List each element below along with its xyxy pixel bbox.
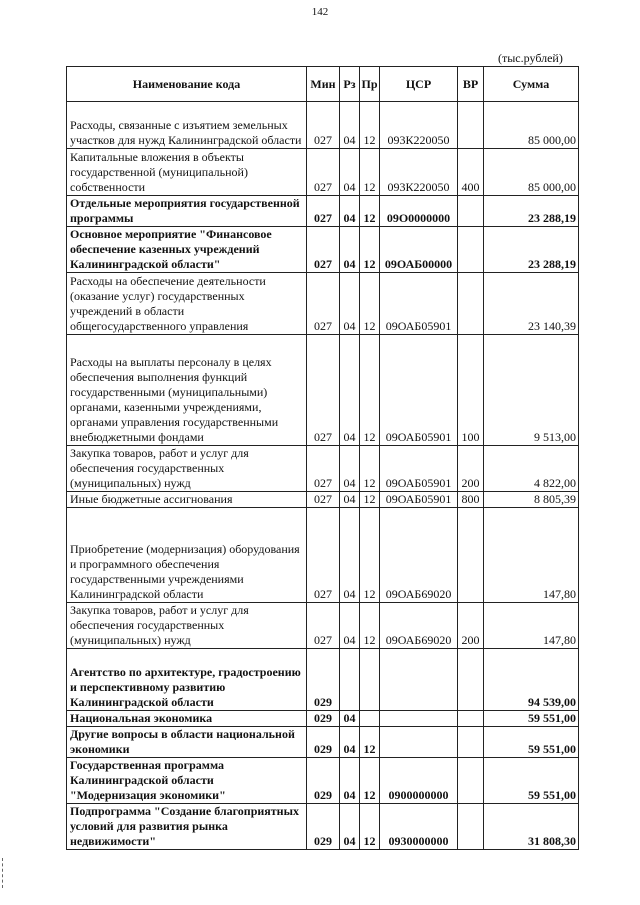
cell-rz	[340, 649, 360, 711]
header-sum: Сумма	[484, 67, 579, 102]
cell-csr: 09ОАБ05901	[380, 335, 458, 446]
cell-csr: 0900000000	[380, 758, 458, 804]
cell-sum: 147,80	[484, 603, 579, 649]
table-row	[67, 492, 579, 508]
cell-vr	[458, 196, 484, 227]
cell-name: Национальная экономика	[67, 711, 307, 727]
header-pr: Пр	[360, 67, 380, 102]
cell-rz: 04	[340, 711, 360, 727]
cell-pr: 12	[360, 227, 380, 273]
cell-rz: 04	[340, 804, 360, 850]
table-header-row	[67, 67, 579, 102]
cell-name: Государственная программа Калининградской области "Модернизация экономики"	[67, 758, 307, 804]
header-min: Мин	[307, 67, 340, 102]
cell-name: Приобретение (модернизация) оборудования и программного обеспечения государственными учреждениями Калининградской области	[67, 508, 307, 603]
table-row	[67, 149, 579, 196]
cell-csr	[380, 711, 458, 727]
cell-pr: 12	[360, 149, 380, 196]
cell-csr	[380, 649, 458, 711]
cell-min: 027	[307, 335, 340, 446]
cell-name: Капитальные вложения в объекты государственной (муниципальной) собственности	[67, 149, 307, 196]
table-row	[67, 227, 579, 273]
cell-min: 027	[307, 273, 340, 335]
cell-sum: 23 140,39	[484, 273, 579, 335]
cell-min: 027	[307, 492, 340, 508]
cell-csr: 09ОАБ05901	[380, 273, 458, 335]
cell-sum: 59 551,00	[484, 758, 579, 804]
cell-name: Подпрограмма "Создание благоприятных условий для развития рынка недвижимости"	[67, 804, 307, 850]
page-number: 142	[311, 6, 329, 18]
cell-sum: 9 513,00	[484, 335, 579, 446]
cell-min: 029	[307, 804, 340, 850]
cell-csr: 0930000000	[380, 804, 458, 850]
table-row	[67, 335, 579, 446]
cell-sum: 23 288,19	[484, 227, 579, 273]
cell-pr: 12	[360, 335, 380, 446]
cell-pr: 12	[360, 196, 380, 227]
cell-name: Отдельные мероприятия государственной программы	[67, 196, 307, 227]
cell-name: Расходы на обеспечение деятельности (оказание услуг) государственных учреждений в области общегосударственного управления	[67, 273, 307, 335]
cell-min: 029	[307, 711, 340, 727]
cell-min: 027	[307, 508, 340, 603]
cell-sum: 8 805,39	[484, 492, 579, 508]
cell-sum: 4 822,00	[484, 446, 579, 492]
cell-vr: 800	[458, 492, 484, 508]
units-label: (тыс.рублей)	[498, 51, 563, 65]
cell-csr: 09ОАБ69020	[380, 603, 458, 649]
cell-min: 029	[307, 758, 340, 804]
cell-pr	[360, 711, 380, 727]
cell-sum: 147,80	[484, 508, 579, 603]
cell-name: Закупка товаров, работ и услуг для обеспечения государственных (муниципальных) нужд	[67, 603, 307, 649]
cell-name: Расходы, связанные с изъятием земельных участков для нужд Калининградской области	[67, 102, 307, 149]
cell-name: Другие вопросы в области национальной экономики	[67, 727, 307, 758]
cell-csr: 09ОАБ05901	[380, 492, 458, 508]
cell-min: 027	[307, 446, 340, 492]
cell-sum: 85 000,00	[484, 102, 579, 149]
cell-vr	[458, 102, 484, 149]
header-vr: ВР	[458, 67, 484, 102]
cell-sum: 94 539,00	[484, 649, 579, 711]
cell-pr: 12	[360, 727, 380, 758]
cell-min: 027	[307, 227, 340, 273]
cell-pr: 12	[360, 492, 380, 508]
table-row	[67, 102, 579, 149]
scan-edge-marks	[2, 858, 5, 888]
cell-rz: 04	[340, 446, 360, 492]
cell-vr	[458, 273, 484, 335]
cell-rz: 04	[340, 603, 360, 649]
cell-csr: 09ОАБ00000	[380, 227, 458, 273]
cell-csr: 09ОАБ69020	[380, 508, 458, 603]
cell-pr	[360, 649, 380, 711]
cell-pr: 12	[360, 446, 380, 492]
cell-pr: 12	[360, 603, 380, 649]
cell-min: 027	[307, 149, 340, 196]
cell-pr: 12	[360, 273, 380, 335]
cell-sum: 59 551,00	[484, 711, 579, 727]
cell-vr	[458, 711, 484, 727]
cell-pr: 12	[360, 758, 380, 804]
cell-vr: 100	[458, 335, 484, 446]
cell-vr	[458, 649, 484, 711]
cell-csr: 093К220050	[380, 102, 458, 149]
cell-vr	[458, 727, 484, 758]
cell-min: 027	[307, 196, 340, 227]
budget-table	[66, 66, 579, 850]
cell-csr: 09О0000000	[380, 196, 458, 227]
table-row	[67, 711, 579, 727]
cell-name: Иные бюджетные ассигнования	[67, 492, 307, 508]
cell-min: 029	[307, 649, 340, 711]
cell-sum: 59 551,00	[484, 727, 579, 758]
cell-pr: 12	[360, 102, 380, 149]
cell-rz: 04	[340, 149, 360, 196]
cell-csr: 093К220050	[380, 149, 458, 196]
cell-rz: 04	[340, 727, 360, 758]
cell-name: Расходы на выплаты персоналу в целях обеспечения выполнения функций государственными (муниципальными) органами, казенными учреждениями, органами управления государственными внебюджетными фондами	[67, 335, 307, 446]
cell-min: 027	[307, 603, 340, 649]
cell-rz: 04	[340, 273, 360, 335]
cell-vr: 200	[458, 603, 484, 649]
cell-rz: 04	[340, 102, 360, 149]
table-row	[67, 273, 579, 335]
table-row	[67, 196, 579, 227]
cell-vr	[458, 508, 484, 603]
table-row	[67, 508, 579, 603]
cell-pr: 12	[360, 508, 380, 603]
cell-name: Основное мероприятие "Финансовое обеспечение казенных учреждений Калининградской области"	[67, 227, 307, 273]
table-row	[67, 446, 579, 492]
cell-csr	[380, 727, 458, 758]
cell-pr: 12	[360, 804, 380, 850]
cell-rz: 04	[340, 335, 360, 446]
cell-vr	[458, 758, 484, 804]
table-row	[67, 758, 579, 804]
cell-rz: 04	[340, 227, 360, 273]
cell-vr: 200	[458, 446, 484, 492]
cell-name: Закупка товаров, работ и услуг для обеспечения государственных (муниципальных) нужд	[67, 446, 307, 492]
cell-rz: 04	[340, 758, 360, 804]
cell-min: 029	[307, 727, 340, 758]
cell-vr: 400	[458, 149, 484, 196]
cell-vr	[458, 804, 484, 850]
table-row	[67, 804, 579, 850]
header-name: Наименование кода	[67, 67, 307, 102]
cell-sum: 23 288,19	[484, 196, 579, 227]
cell-rz: 04	[340, 196, 360, 227]
cell-vr	[458, 227, 484, 273]
cell-sum: 31 808,30	[484, 804, 579, 850]
cell-rz: 04	[340, 508, 360, 603]
cell-min: 027	[307, 102, 340, 149]
header-csr: ЦСР	[380, 67, 458, 102]
table-row	[67, 603, 579, 649]
table-row	[67, 727, 579, 758]
cell-rz: 04	[340, 492, 360, 508]
cell-csr: 09ОАБ05901	[380, 446, 458, 492]
cell-name: Агентство по архитектуре, градостроению и перспективному развитию Калининградской области	[67, 649, 307, 711]
table-row	[67, 649, 579, 711]
header-rz: Рз	[340, 67, 360, 102]
cell-sum: 85 000,00	[484, 149, 579, 196]
